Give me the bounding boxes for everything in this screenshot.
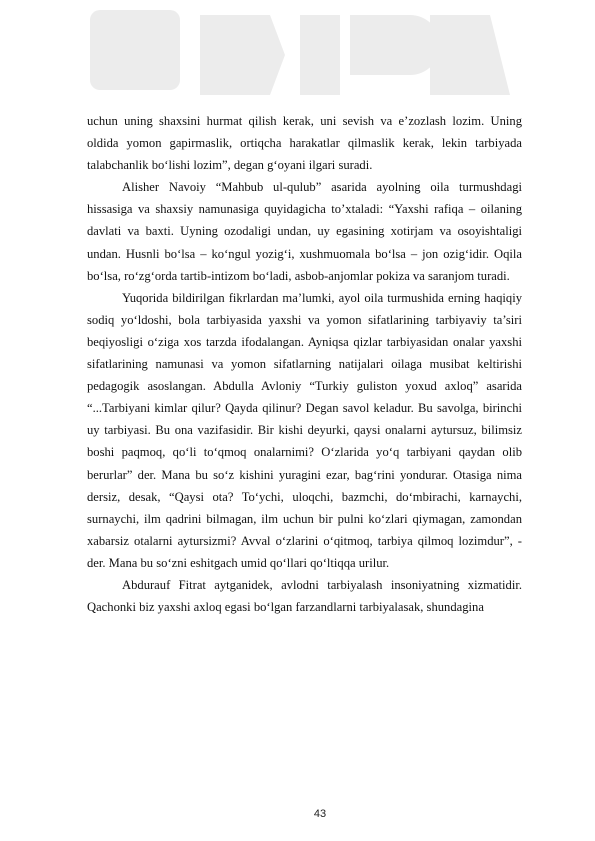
paragraph: uchun uning shaxsini hurmat qilish kerak, uni sevish va e’zozlash lozim. Uning oldida yomon gapirmaslik, ortiqcha harakatlar qilmaslik kerak, lekin tarbiyada talabchanlik bo‘lishi lozim”, degan g‘oyani ilgari suradi. <box>87 114 522 173</box>
watermark <box>0 0 595 110</box>
paragraph: Alisher Navoiy “Mahbub ul-qulub” asarida ayolning oila turmushdagi hissasiga va shaxsiy namunasiga quyidagicha to’xtaladi: “Yaxshi rafiqa – oilaning davlati va baxti. Uyning ozodaligi undan, uy egasining xotirjam va osoyishtaligi undan. Husnli bo‘lsa – ko‘ngul yozig‘i, xushmuomala bo‘lsa – jon ozig‘idir. Oqila bo‘lsa, ro‘zg‘orda tartib-intizom bo‘ladi, asbob-anjomlar pokiza va saranjom turadi. <box>87 180 522 283</box>
watermark-shape <box>90 10 180 90</box>
document-body <box>87 110 522 618</box>
paragraph: Yuqorida bildirilgan fikrlardan ma’lumki, ayol oila turmushida erning haqiqiy sodiq yo‘ldoshi, bola tarbiyasida yaxshi va yomon sifatlarining tarbiyaviy ta’siri beqiyosligi o‘ziga xos tarzda ifodalangan. Ayniqsa qizlar tarbiyasidan onalar yaxshi sifatlarining namunasi va yomon sifatlarning natijalari oilaga musibat keltirishi pedagogik asoslangan. Abdulla Avloniy “Turkiy guliston yoxud axloq” asarida “...Tarbiyani kimlar qilur? Qayda qilinur? Degan savol keladur. Bu savolga, birinchi uy tarbiyasi. Bu ona vazifasidir. Bir kishi deyurki, qaysi onalarni aytursuz, bilimsiz boshi paqmoq, qo‘li to‘qmoq onalarnimi? O‘zlarida yo‘q tarbiyani qaydan olib berurlar” der. Mana bu so‘z kishini yuragini ezar, bag‘rini yondurar. Otasiga nima dersiz, desak, “Qaysi ota? To‘ychi, uloqchi, bazmchi, do‘mbirachi, karnaychi, surnaychi, ilm qadrini bilmagan, ilm uchun bir pulni ko‘zlari qiymagan, zamondan xabarsiz otalarni aytursizmi? Avval o‘zlarini o‘qitmoq, tarbiya qilmoq lozimdur”, - der. Mana bu so‘zni eshitgach umid qo‘llari qo‘ltiqqa urilur. <box>87 290 522 570</box>
page-number: 43 <box>313 808 327 820</box>
paragraph: Abdurauf Fitrat aytganidek, avlodni tarbiyalash insoniyatning xizmatidir. Qachonki biz yaxshi axloq egasi bo‘lgan farzandlarni tarbiyalasak, shundagina <box>87 577 522 615</box>
watermark-shape <box>300 15 440 95</box>
watermark-shape <box>430 15 510 95</box>
watermark-shape <box>200 15 285 95</box>
